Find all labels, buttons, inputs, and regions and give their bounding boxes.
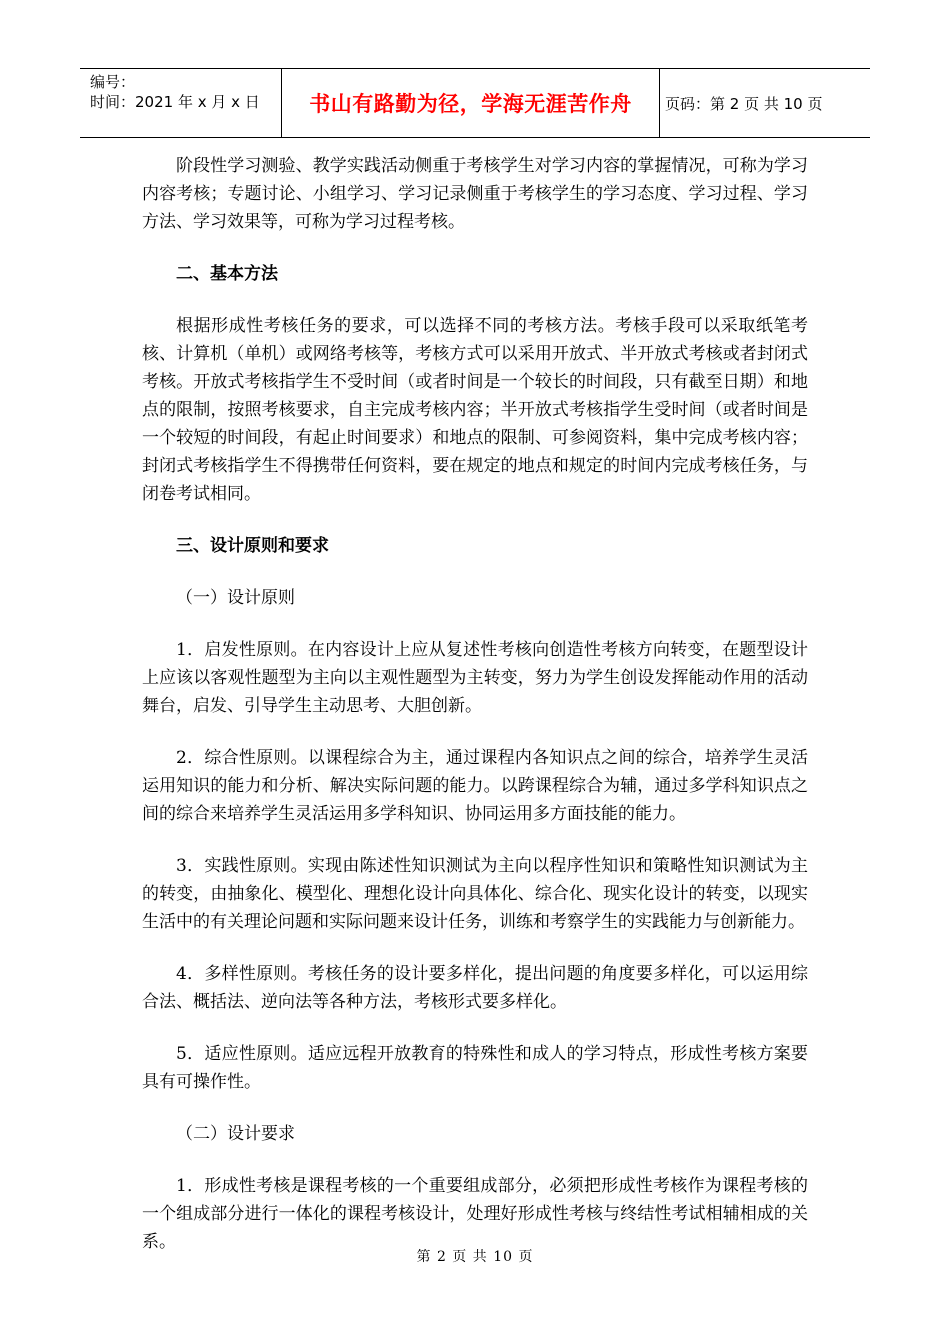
document-body bbox=[142, 152, 808, 1256]
subheading-design-principles: （一）设计原则 bbox=[176, 588, 295, 608]
time-label: 时间：2021 年 x 月 x 日 bbox=[90, 93, 260, 111]
page-footer: 第 2 页 共 10 页 bbox=[416, 1249, 534, 1265]
header-meta-cell bbox=[80, 69, 282, 137]
paragraph-assessment-types: 阶段性学习测验、教学实践活动侧重于考核学生对学习内容的掌握情况，可称为学习内容考核；专题讨论、小组学习、学习记录侧重于考核学生的学习态度、学习过程、学习方法、学习效果等，可称为学习过程考核。 bbox=[142, 156, 808, 232]
section-heading-design-principles: 三、设计原则和要求 bbox=[176, 536, 329, 556]
principle-item-5: 5．适应性原则。适应远程开放教育的特殊性和成人的学习特点，形成性考核方案要具有可操作性。 bbox=[142, 1044, 808, 1092]
principle-item-1: 1．启发性原则。在内容设计上应从复述性考核向创造性考核方向转变，在题型设计上应该以客观性题型为主向以主观性题型为主转变，努力为学生创设发挥能动作用的活动舞台，启发、引导学生主动思考、大胆创新。 bbox=[142, 640, 808, 716]
requirement-item-1: 1．形成性考核是课程考核的一个重要组成部分，必须把形成性考核作为课程考核的一个组成部分进行一体化的课程考核设计，处理好形成性考核与终结性考试相辅相成的关系。 bbox=[142, 1176, 808, 1252]
subheading-design-requirements: （二）设计要求 bbox=[176, 1124, 295, 1144]
principle-item-3: 3．实践性原则。实现由陈述性知识测试为主向以程序性知识和策略性知识测试为主的转变，由抽象化、模型化、理想化设计向具体化、综合化、现实化设计的转变，以现实生活中的有关理论问题和实际问题来设计任务，训练和考察学生的实践能力与创新能力。 bbox=[142, 856, 808, 932]
page-header bbox=[80, 68, 870, 138]
number-label: 编号： bbox=[90, 73, 136, 91]
header-page-info: 页码：第 2 页 共 10 页 bbox=[665, 94, 823, 113]
section-heading-basic-methods: 二、基本方法 bbox=[176, 264, 278, 284]
principle-item-2: 2．综合性原则。以课程综合为主，通过课程内各知识点之间的综合，培养学生灵活运用知识的能力和分析、解决实际问题的能力。以跨课程综合为辅，通过多学科知识点之间的综合来培养学生灵活运用多学科知识、协同运用多方面技能的能力。 bbox=[142, 748, 808, 824]
header-motto: 书山有路勤为径，学海无涯苦作舟 bbox=[282, 69, 660, 137]
paragraph-basic-methods: 根据形成性考核任务的要求，可以选择不同的考核方法。考核手段可以采取纸笔考核、计算机（单机）或网络考核等，考核方式可以采用开放式、半开放式考核或者封闭式考核。开放式考核指学生不受时间（或者时间是一个较长的时间段，只有截至日期）和地点的限制，按照考核要求，自主完成考核内容；半开放式考核指学生受时间（或者时间是一个较短的时间段，有起止时间要求）和地点的限制、可参阅资料，集中完成考核内容；封闭式考核指学生不得携带任何资料，要在规定的地点和规定的时间内完成考核任务，与闭卷考试相同。 bbox=[142, 316, 808, 504]
principle-item-4: 4．多样性原则。考核任务的设计要多样化，提出问题的角度要多样化，可以运用综合法、概括法、逆向法等各种方法，考核形式要多样化。 bbox=[142, 964, 808, 1012]
